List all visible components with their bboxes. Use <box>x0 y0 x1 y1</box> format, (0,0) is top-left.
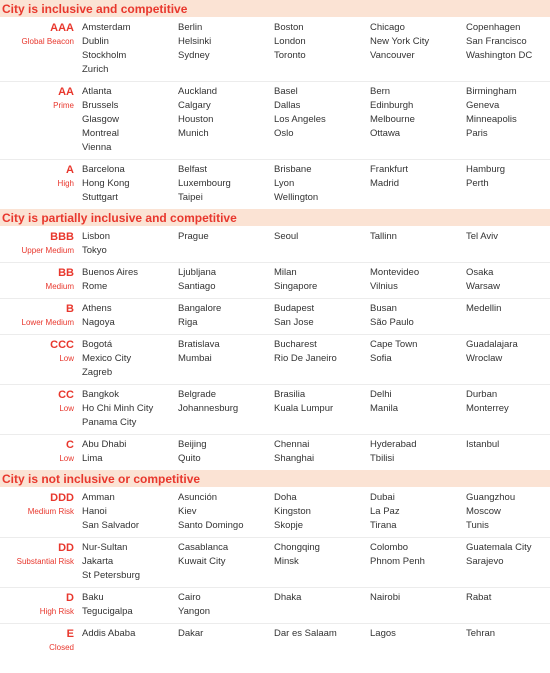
city-name: Dubai <box>370 492 395 503</box>
city-name: Monterrey <box>466 403 509 414</box>
tier-description: Lower Medium <box>21 318 74 327</box>
city-name: Colombo <box>370 542 409 553</box>
tier-description: Upper Medium <box>21 246 74 255</box>
tier-description: Closed <box>49 643 74 652</box>
city-name: Glasgow <box>82 114 119 125</box>
city-name: Manila <box>370 403 398 414</box>
city-name: Santo Domingo <box>178 520 244 531</box>
city-name: Stuttgart <box>82 192 118 203</box>
city-name: Perth <box>466 178 489 189</box>
city-name: Yangon <box>178 606 211 617</box>
city-name: Mexico City <box>82 353 132 364</box>
tier-label <box>0 302 82 330</box>
city-list <box>82 21 550 77</box>
city-name: Birmingham <box>466 86 517 97</box>
city-name: Skopje <box>274 520 304 531</box>
city-name: Oslo <box>274 128 294 139</box>
city-name: Atlanta <box>82 86 112 97</box>
city-name: Lyon <box>274 178 295 189</box>
city-name: London <box>274 36 306 47</box>
city-name: Phnom Penh <box>370 556 425 567</box>
city-name: Brussels <box>82 100 119 111</box>
tier-code: AA <box>58 86 74 98</box>
city-list <box>82 388 550 430</box>
city-name: Frankfurt <box>370 164 409 175</box>
tier-label <box>0 438 82 466</box>
tier-row <box>0 588 550 624</box>
city-name: Barcelona <box>82 164 125 175</box>
city-name: Bangalore <box>178 303 222 314</box>
city-name: Kuala Lumpur <box>274 403 334 414</box>
tier-description: Low <box>59 454 74 463</box>
city-name: Kuwait City <box>178 556 226 567</box>
tier-label <box>0 230 82 258</box>
city-name: Rabat <box>466 592 492 603</box>
tier-row <box>0 299 550 335</box>
section-header: City is inclusive and competitive <box>0 0 550 18</box>
city-name: Tallinn <box>370 231 397 242</box>
tier-section <box>0 470 550 659</box>
tier-code: C <box>66 439 74 451</box>
city-name: São Paulo <box>370 317 414 328</box>
city-name: Athens <box>82 303 112 314</box>
city-list <box>82 338 550 380</box>
city-name: Santiago <box>178 281 216 292</box>
tier-label <box>0 388 82 430</box>
city-name: Zagreb <box>82 367 113 378</box>
tier-description: Low <box>59 354 74 363</box>
city-name: San Jose <box>274 317 314 328</box>
city-list <box>82 627 550 655</box>
city-name: St Petersburg <box>82 570 141 581</box>
tier-row <box>0 538 550 588</box>
city-name: Bern <box>370 86 391 97</box>
city-name: Boston <box>274 22 304 33</box>
city-name: Dar es Salaam <box>274 628 337 639</box>
city-name: Durban <box>466 389 498 400</box>
city-name: Luxembourg <box>178 178 231 189</box>
city-name: Toronto <box>274 50 306 61</box>
city-name: Guatemala City <box>466 542 532 553</box>
city-name: Zurich <box>82 64 109 75</box>
tier-row <box>0 18 550 82</box>
city-name: Berlin <box>178 22 203 33</box>
tier-row <box>0 488 550 538</box>
tier-row <box>0 335 550 385</box>
tier-row <box>0 263 550 299</box>
tier-description: High Risk <box>39 607 74 616</box>
city-name: Vancouver <box>370 50 415 61</box>
city-name: Brasilia <box>274 389 306 400</box>
tier-code: DDD <box>50 492 74 504</box>
tier-label <box>0 491 82 533</box>
city-name: Delhi <box>370 389 392 400</box>
city-name: Wellington <box>274 192 319 203</box>
city-name: Lagos <box>370 628 396 639</box>
city-name: La Paz <box>370 506 400 517</box>
city-name: Kiev <box>178 506 197 517</box>
tier-section <box>0 0 550 209</box>
city-name: Nagoya <box>82 317 115 328</box>
city-name: Warsaw <box>466 281 500 292</box>
city-list <box>82 85 550 155</box>
city-name: Montreal <box>82 128 119 139</box>
tier-code: B <box>66 303 74 315</box>
tier-row <box>0 227 550 263</box>
city-name: Dublin <box>82 36 109 47</box>
city-name: Chicago <box>370 22 405 33</box>
city-name: Stockholm <box>82 50 127 61</box>
city-name: Wroclaw <box>466 353 503 364</box>
city-name: Munich <box>178 128 209 139</box>
city-name: Hong Kong <box>82 178 130 189</box>
city-name: Geneva <box>466 100 500 111</box>
city-name: Doha <box>274 492 297 503</box>
city-name: Vilnius <box>370 281 398 292</box>
city-name: Hyderabad <box>370 439 417 450</box>
tier-section <box>0 209 550 470</box>
city-name: Tel Aviv <box>466 231 499 242</box>
city-name: Belgrade <box>178 389 217 400</box>
tier-label <box>0 163 82 205</box>
tier-label <box>0 627 82 655</box>
tier-code: D <box>66 592 74 604</box>
city-name: Calgary <box>178 100 211 111</box>
city-name: Cape Town <box>370 339 418 350</box>
city-name: New York City <box>370 36 430 47</box>
city-name: Panama City <box>82 417 137 428</box>
city-name: Vienna <box>82 142 112 153</box>
city-name: Tirana <box>370 520 397 531</box>
city-name: Paris <box>466 128 488 139</box>
city-name: Quito <box>178 453 201 464</box>
city-name: Taipei <box>178 192 203 203</box>
city-name: Kingston <box>274 506 311 517</box>
city-name: Shanghai <box>274 453 315 464</box>
city-name: Tehran <box>466 628 496 639</box>
city-name: Copenhagen <box>466 22 521 33</box>
city-name: Buenos Aires <box>82 267 138 278</box>
city-name: Lisbon <box>82 231 110 242</box>
city-name: Amsterdam <box>82 22 131 33</box>
city-name: Chennai <box>274 439 310 450</box>
city-list <box>82 163 550 205</box>
city-name: San Salvador <box>82 520 140 531</box>
city-list <box>82 302 550 330</box>
tier-label <box>0 266 82 294</box>
section-header: City is partially inclusive and competitive <box>0 209 550 227</box>
city-name: Ottawa <box>370 128 401 139</box>
city-name: Nairobi <box>370 592 401 603</box>
city-name: Osaka <box>466 267 494 278</box>
city-name: Riga <box>178 317 198 328</box>
tier-description: Low <box>59 404 74 413</box>
city-name: Melbourne <box>370 114 415 125</box>
tier-row <box>0 435 550 470</box>
city-name: Lima <box>82 453 103 464</box>
tier-row <box>0 82 550 160</box>
section-header: City is not inclusive or competitive <box>0 470 550 488</box>
city-name: Guadalajara <box>466 339 518 350</box>
city-name: Rio De Janeiro <box>274 353 337 364</box>
city-name: Tunis <box>466 520 489 531</box>
city-name: Washington DC <box>466 50 533 61</box>
city-list <box>82 438 550 466</box>
city-name: Rome <box>82 281 108 292</box>
city-name: Abu Dhabi <box>82 439 127 450</box>
city-list <box>82 266 550 294</box>
tier-description: Substantial Risk <box>16 557 74 566</box>
tier-row <box>0 624 550 659</box>
city-name: Basel <box>274 86 298 97</box>
city-name: Sofia <box>370 353 392 364</box>
city-name: Belfast <box>178 164 208 175</box>
city-name: Casablanca <box>178 542 229 553</box>
city-list <box>82 491 550 533</box>
city-name: Baku <box>82 592 104 603</box>
city-name: Milan <box>274 267 297 278</box>
city-name: Ljubljana <box>178 267 217 278</box>
city-name: Minneapolis <box>466 114 517 125</box>
tier-code: BB <box>58 267 74 279</box>
city-name: Auckland <box>178 86 218 97</box>
tier-description: High <box>57 179 74 188</box>
tier-description: Global Beacon <box>21 37 74 46</box>
tier-label <box>0 338 82 380</box>
city-name: Bogotá <box>82 339 113 350</box>
city-name: Sarajevo <box>466 556 504 567</box>
city-name: Sydney <box>178 50 210 61</box>
city-name: Los Angeles <box>274 114 326 125</box>
city-name: Beijing <box>178 439 207 450</box>
city-name: Istanbul <box>466 439 500 450</box>
city-name: Madrid <box>370 178 400 189</box>
city-name: Mumbai <box>178 353 212 364</box>
city-name: Jakarta <box>82 556 114 567</box>
city-name: San Francisco <box>466 36 527 47</box>
tier-row <box>0 160 550 209</box>
city-list <box>82 541 550 583</box>
city-name: Ho Chi Minh City <box>82 403 154 414</box>
city-name: Addis Ababa <box>82 628 136 639</box>
tier-code: A <box>66 164 74 176</box>
city-name: Amman <box>82 492 115 503</box>
city-name: Tbilisi <box>370 453 395 464</box>
city-name: Budapest <box>274 303 315 314</box>
city-name: Asunción <box>178 492 218 503</box>
city-name: Hamburg <box>466 164 506 175</box>
city-name: Tegucigalpa <box>82 606 133 617</box>
city-name: Bangkok <box>82 389 119 400</box>
city-name: Bratislava <box>178 339 220 350</box>
city-name: Tokyo <box>82 245 107 256</box>
city-name: Montevideo <box>370 267 420 278</box>
tier-description: Medium Risk <box>27 507 74 516</box>
tier-label <box>0 21 82 77</box>
city-list <box>82 591 550 619</box>
city-name: Cairo <box>178 592 201 603</box>
city-name: Dhaka <box>274 592 302 603</box>
tier-description: Medium <box>45 282 74 291</box>
city-name: Johannesburg <box>178 403 239 414</box>
tier-code: CCC <box>50 339 74 351</box>
city-name: Medellin <box>466 303 502 314</box>
tier-description: Prime <box>53 101 74 110</box>
tier-code: DD <box>58 542 74 554</box>
tier-label <box>0 591 82 619</box>
tier-label <box>0 85 82 155</box>
city-name: Moscow <box>466 506 501 517</box>
city-name: Guangzhou <box>466 492 516 503</box>
city-name: Seoul <box>274 231 299 242</box>
tier-row <box>0 385 550 435</box>
city-name: Dallas <box>274 100 301 111</box>
city-list <box>82 230 550 258</box>
city-name: Edinburgh <box>370 100 414 111</box>
city-name: Minsk <box>274 556 299 567</box>
tier-code: E <box>66 628 74 640</box>
city-name: Busan <box>370 303 397 314</box>
city-name: Houston <box>178 114 214 125</box>
city-name: Hanoi <box>82 506 107 517</box>
city-name: Bucharest <box>274 339 317 350</box>
tier-code: AAA <box>50 22 74 34</box>
city-name: Dakar <box>178 628 204 639</box>
city-name: Helsinki <box>178 36 212 47</box>
city-name: Prague <box>178 231 209 242</box>
tier-code: BBB <box>50 231 74 243</box>
city-name: Nur-Sultan <box>82 542 128 553</box>
city-name: Chongqing <box>274 542 320 553</box>
city-name: Brisbane <box>274 164 312 175</box>
tier-code: CC <box>58 389 74 401</box>
tier-label <box>0 541 82 583</box>
city-name: Singapore <box>274 281 318 292</box>
